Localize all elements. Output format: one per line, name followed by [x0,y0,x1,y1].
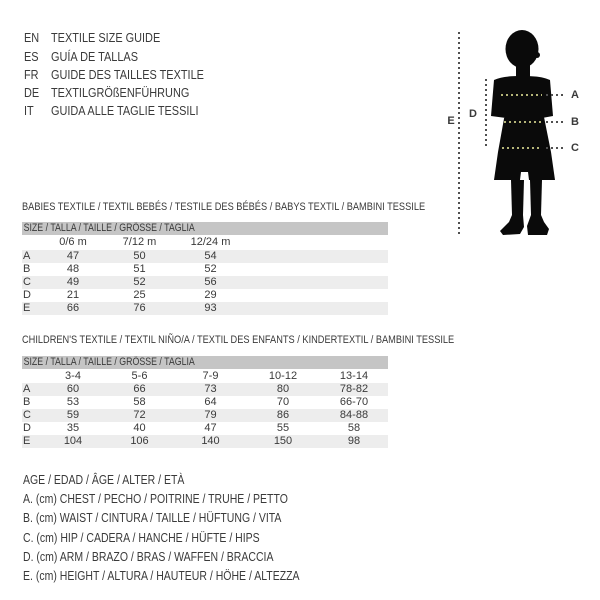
measure-line-b-waist-on-body [504,121,541,123]
column-header: 12/24 m [190,236,231,248]
cell: 40 [133,422,146,434]
cell: 150 [273,435,293,447]
cell: 73 [204,383,217,395]
language-code: FR [24,67,39,82]
language-title: GUIDE DES TAILLES TEXTILE [51,67,204,82]
cell: 60 [66,383,80,395]
cell: 58 [133,396,146,408]
cell: 140 [201,435,220,447]
cell: 98 [347,435,361,447]
table-row [22,435,388,448]
cell: 93 [204,302,217,314]
cell: 29 [204,289,217,301]
measure-line-d-arm [485,79,487,146]
row-label: B [23,263,31,275]
cell: 106 [130,435,149,447]
measure-line-a-chest-on-body [501,94,542,96]
row-label: E [23,302,31,314]
cell: 84-88 [339,409,369,421]
language-code: IT [24,103,34,118]
column-header: 5-6 [131,370,148,382]
babies-column-headers [22,235,388,250]
column-header: 3-4 [65,370,81,382]
table-row [22,250,388,263]
legend-item-height: E. (cm) HEIGHT / ALTURA / HAUTEUR / HÖHE / ALTEZZA [23,569,300,583]
table-row [22,289,388,302]
children-section-title: CHILDREN'S TEXTILE / TEXTIL NIÑO/A / TEXTIL DES ENFANTS / KINDERTEXTIL / BAMBINI TESSILE [22,334,455,346]
table-row [22,422,388,435]
cell: 52 [204,263,217,275]
language-title: TEXTILE SIZE GUIDE [51,30,161,45]
cell: 79 [204,409,217,421]
cell: 55 [276,422,290,434]
table-row [22,383,388,396]
table-row [22,396,388,409]
row-label: C [23,276,31,288]
measure-line-c-hip-on-body [502,147,541,149]
cell: 25 [133,289,146,301]
babies-section-title: BABIES TEXTILE / TEXTIL BEBÉS / TESTILE DES BÉBÉS / BABYS TEXTIL / BAMBINI TESSILE [22,201,426,213]
children-column-headers [22,369,388,384]
cell: 86 [276,409,290,421]
cell: 50 [133,250,146,262]
measure-label-d: D [469,108,477,120]
cell: 48 [66,263,80,275]
column-header: 10-12 [268,370,298,382]
cell: 35 [66,422,80,434]
legend-item-hip: C. (cm) HIP / CADERA / HANCHE / HÜFTE / HIPS [23,531,260,545]
measure-line-a-chest [546,94,565,96]
cell: 104 [63,435,83,447]
row-label: E [23,435,31,447]
cell: 64 [204,396,217,408]
table-row [22,302,388,315]
language-code: ES [24,49,39,64]
measure-label-b: B [571,116,579,128]
cell: 53 [66,396,80,408]
table-row [22,409,388,422]
cell: 51 [133,263,146,275]
cell: 76 [133,302,146,314]
cell: 66 [66,302,80,314]
cell: 58 [347,422,361,434]
cell: 56 [204,276,217,288]
legend-age-line: AGE / EDAD / ÂGE / ALTER / ETÀ [23,473,185,487]
cell: 47 [204,422,217,434]
babies-size-header-bar: SIZE / TALLA / TAILLE / GRÖSSE / TAGLIA [22,222,388,235]
cell: 21 [66,289,80,301]
cell: 47 [66,250,80,262]
cell: 49 [66,276,80,288]
row-label: D [23,289,31,301]
cell: 52 [133,276,146,288]
table-row [22,263,388,276]
language-code: EN [24,30,40,45]
cell: 78-82 [339,383,369,395]
cell: 72 [133,409,146,421]
column-header: 0/6 m [59,236,87,248]
row-label: B [23,396,31,408]
column-header: 7-9 [202,370,219,382]
measure-label-e: E [447,115,455,127]
column-header: 7/12 m [122,236,157,248]
language-title: GUIDA ALLE TAGLIE TESSILI [51,103,199,118]
language-title: TEXTILGRÖßENFÜHRUNG [51,85,190,100]
measure-label-a: A [571,89,579,101]
row-label: D [23,422,31,434]
cell: 80 [276,383,290,395]
legend-item-waist: B. (cm) WAIST / CINTURA / TAILLE / HÜFTUNG / VITA [23,511,282,525]
row-label: C [23,409,31,421]
cell: 59 [66,409,80,421]
cell: 66 [133,383,146,395]
cell: 66-70 [339,396,369,408]
children-size-header-bar: SIZE / TALLA / TAILLE / GRÖSSE / TAGLIA [22,356,388,369]
legend-item-chest: A. (cm) CHEST / PECHO / POITRINE / TRUHE / PETTO [23,492,288,506]
measure-line-c-hip [546,147,565,149]
language-code: DE [24,85,40,100]
legend-item-arm: D. (cm) ARM / BRAZO / BRAS / WAFFEN / BRACCIA [23,550,274,564]
language-title: GUÍA DE TALLAS [51,49,138,64]
row-label: A [23,383,31,395]
cell: 70 [276,396,290,408]
column-header: 13-14 [339,370,369,382]
row-label: A [23,250,31,262]
cell: 54 [204,250,217,262]
measure-line-b-waist [546,121,565,123]
table-row [22,276,388,289]
measure-label-c: C [571,142,579,154]
